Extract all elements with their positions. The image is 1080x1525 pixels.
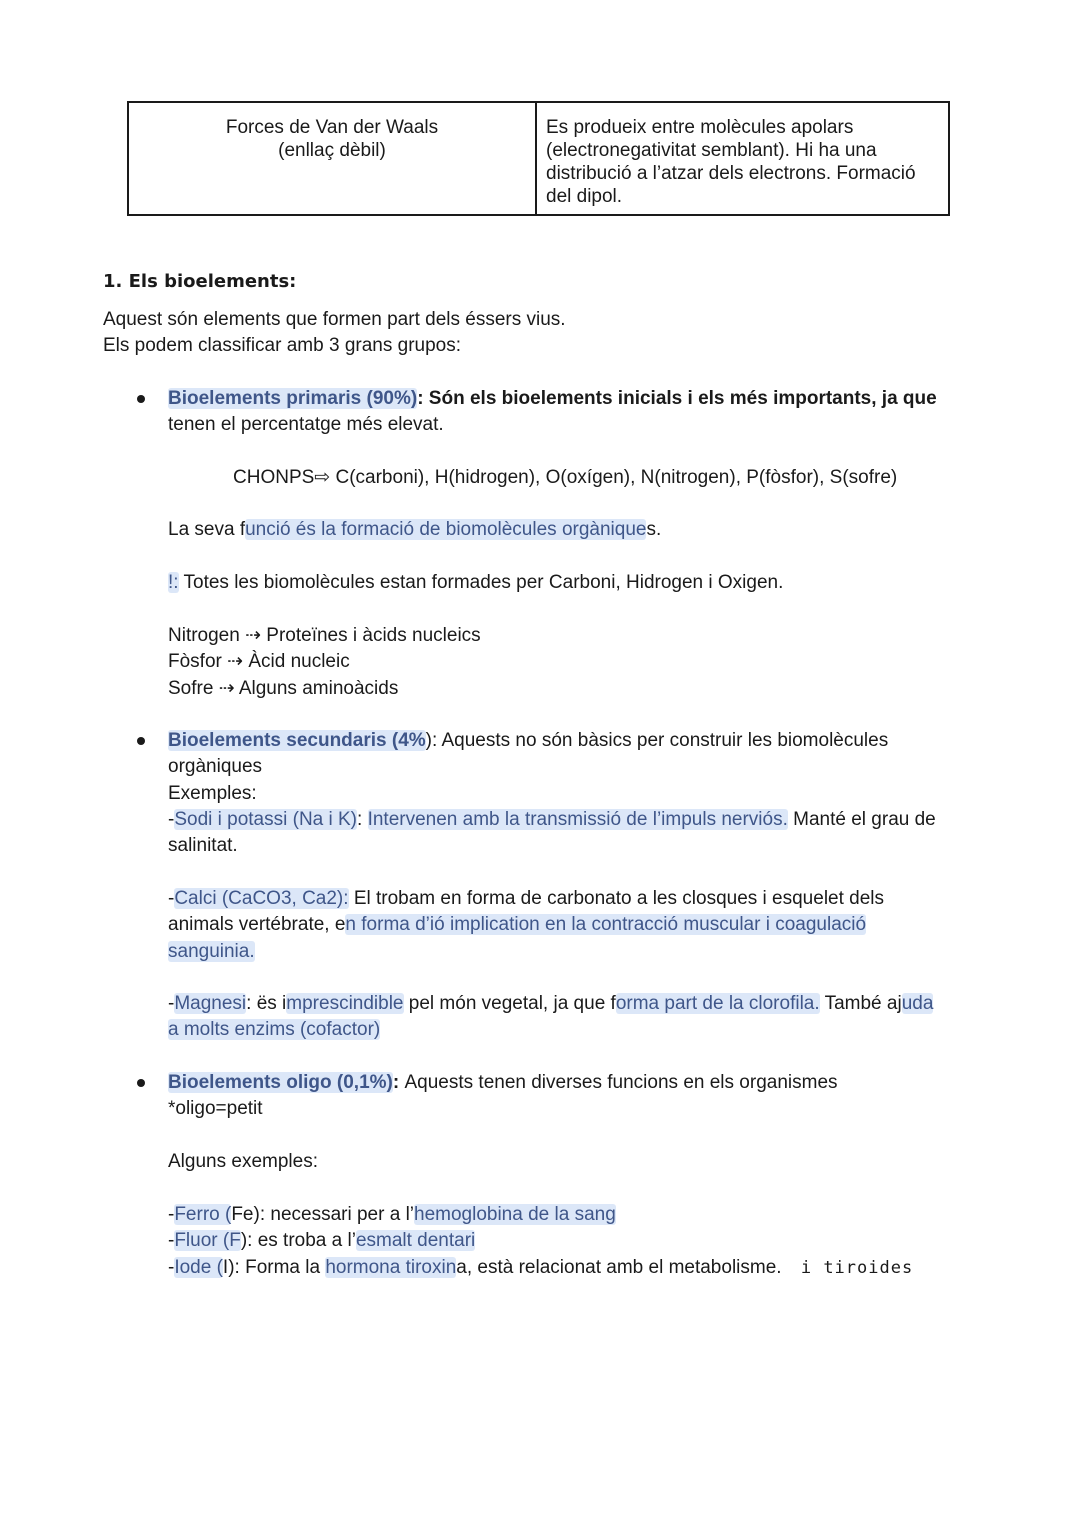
text-segment: Exemples: xyxy=(168,782,257,804)
table-cell-bond-type xyxy=(129,103,537,214)
highlighted-text: Sodi i potassi (Na i K) xyxy=(174,808,358,830)
text-line xyxy=(168,754,936,780)
text-segment: : xyxy=(357,808,368,830)
text-segment: Fòsfor ⇢ Àcid nucleic xyxy=(168,651,350,673)
text-line xyxy=(168,1070,838,1096)
highlighted-text: Ferro ( xyxy=(174,1204,232,1225)
highlighted-text: unció és la formació de biomolècules orgànique xyxy=(245,519,647,540)
text-segment: salinitat. xyxy=(168,835,238,857)
paragraph xyxy=(103,307,566,360)
text-segment: Els podem classificar amb 3 grans grupos: xyxy=(103,335,461,357)
text-segment: Fe): necessari per a l’ xyxy=(231,1204,415,1225)
highlighted-text: sanguinia. xyxy=(168,940,255,962)
text-segment: : xyxy=(392,1072,405,1093)
description-line: (electronegativitat semblant). Hi ha una xyxy=(546,140,877,161)
text-segment: - xyxy=(168,1230,175,1252)
text-line xyxy=(168,623,481,649)
highlighted-text: Iode ( xyxy=(174,1256,223,1278)
text-line xyxy=(168,991,933,1017)
description-line: del dipol. xyxy=(546,186,623,207)
table-cell-description xyxy=(537,103,948,214)
highlighted-text: Magnesi xyxy=(174,993,247,1014)
text-line xyxy=(168,1149,318,1175)
section-heading: 1. Els bioelements: xyxy=(103,271,297,292)
handwritten-note: i tiroides xyxy=(800,1257,914,1278)
paragraph xyxy=(168,1070,838,1123)
text-segment: El trobam en forma de carbonato a les closques i esquelet dels xyxy=(348,888,885,909)
highlighted-text: Calci (CaCO3, Ca2): xyxy=(174,888,349,909)
text-line xyxy=(168,912,884,938)
text-line xyxy=(168,1017,933,1043)
text-segment: Manté el grau de xyxy=(787,808,936,830)
text-line xyxy=(168,1202,913,1228)
highlighted-text: Intervenen amb la transmissió de l’impuls nerviós. xyxy=(367,808,788,830)
text-segment: Totes les biomolècules estan formades per Carboni, Hidrogen i Oxigen. xyxy=(178,572,784,593)
text-segment: Sofre ⇢ Alguns aminoàcids xyxy=(168,677,399,699)
text-segment: I): Forma la xyxy=(222,1256,326,1278)
text-line xyxy=(168,807,936,833)
paragraph xyxy=(168,886,884,965)
text-segment: ): Aquests no són bàsics per construir les biomolècules xyxy=(425,730,889,751)
description-line: Es produeix entre molècules apolars xyxy=(546,117,854,138)
text-segment: : ës i xyxy=(246,993,287,1014)
highlighted-text: a molts enzims (cofactor) xyxy=(168,1019,381,1041)
text-segment: animals vertébrate, e xyxy=(168,914,346,936)
paragraph xyxy=(168,570,783,596)
highlighted-text: orma part de la clorofila. xyxy=(615,993,820,1014)
text-line xyxy=(103,307,566,333)
text-segment: a, està relacionat amb el metabolisme. xyxy=(456,1256,787,1278)
text-segment: També aj xyxy=(819,993,902,1014)
highlighted-text: Bioelements oligo (0,1%) xyxy=(168,1072,393,1093)
bond-table xyxy=(127,101,950,216)
paragraph xyxy=(168,623,481,702)
highlighted-text: hormona tiroxin xyxy=(325,1256,457,1278)
highlighted-text: mprescindible xyxy=(286,993,404,1014)
bullet-icon xyxy=(137,737,145,745)
text-segment: pel món vegetal, ja que f xyxy=(403,993,616,1014)
text-line xyxy=(168,1228,913,1254)
paragraph xyxy=(168,1202,913,1281)
text-segment: orgàniques xyxy=(168,756,263,778)
text-line xyxy=(168,570,783,596)
text-segment: Alguns exemples: xyxy=(168,1151,318,1172)
highlighted-text: uda xyxy=(901,993,934,1014)
bullet-icon xyxy=(137,395,145,403)
text-segment: s. xyxy=(646,519,662,540)
highlighted-text: n forma d’ió implication en la contracció muscular i coagulació xyxy=(345,914,867,936)
text-segment: - xyxy=(168,808,175,830)
paragraph xyxy=(168,991,933,1044)
highlighted-text: Fluor (F xyxy=(174,1230,241,1252)
text-line xyxy=(168,517,661,543)
highlighted-text: esmalt dentari xyxy=(355,1230,476,1252)
text-segment: Aquest són elements que formen part dels éssers vius. xyxy=(103,309,566,330)
paragraph xyxy=(168,1149,318,1175)
text-line xyxy=(168,781,936,807)
paragraph xyxy=(233,465,897,491)
text-segment: CHONPS⇨ C(carboni), H(hidrogen), O(oxígen), N(nitrogen), P(fòsfor), S(sofre) xyxy=(233,467,898,488)
text-line xyxy=(233,465,897,491)
text-line xyxy=(168,1255,913,1281)
text-line xyxy=(168,412,937,438)
text-segment: : Són els bioelements inicials i els més importants, ja que xyxy=(417,388,937,409)
text-segment: La seva f xyxy=(168,519,246,540)
bond-strength: (enllaç dèbil) xyxy=(278,140,386,161)
text-segment: Nitrogen ⇢ Proteïnes i àcids nucleics xyxy=(168,625,481,646)
text-line xyxy=(168,676,481,702)
text-segment: - xyxy=(168,888,175,909)
text-segment: tenen el percentatge més elevat. xyxy=(168,414,444,436)
text-line xyxy=(168,1096,838,1122)
highlighted-text: !: xyxy=(168,572,179,593)
text-line xyxy=(168,886,884,912)
text-line xyxy=(168,386,937,412)
text-line xyxy=(103,333,566,359)
paragraph xyxy=(168,386,937,439)
paragraph xyxy=(168,728,936,859)
text-segment: - xyxy=(168,1256,175,1278)
text-segment: - xyxy=(168,1204,175,1225)
text-segment: Aquests tenen diverses funcions en els organismes xyxy=(404,1072,838,1093)
text-line xyxy=(168,728,936,754)
description-line: distribució a l’atzar dels electrons. Formació xyxy=(546,163,916,184)
highlighted-text: Bioelements secundaris (4% xyxy=(168,730,426,751)
paragraph xyxy=(168,517,661,543)
text-line xyxy=(168,649,481,675)
text-line xyxy=(168,939,884,965)
bullet-icon xyxy=(137,1079,145,1087)
highlighted-text: Bioelements primaris (90%) xyxy=(168,388,418,409)
text-segment: ): es troba a l’ xyxy=(240,1230,356,1252)
text-segment: - xyxy=(168,993,175,1014)
text-line xyxy=(168,833,936,859)
text-segment: *oligo=petit xyxy=(168,1098,263,1120)
bond-name: Forces de Van der Waals xyxy=(225,117,439,138)
highlighted-text: hemoglobina de la sang xyxy=(414,1204,616,1225)
